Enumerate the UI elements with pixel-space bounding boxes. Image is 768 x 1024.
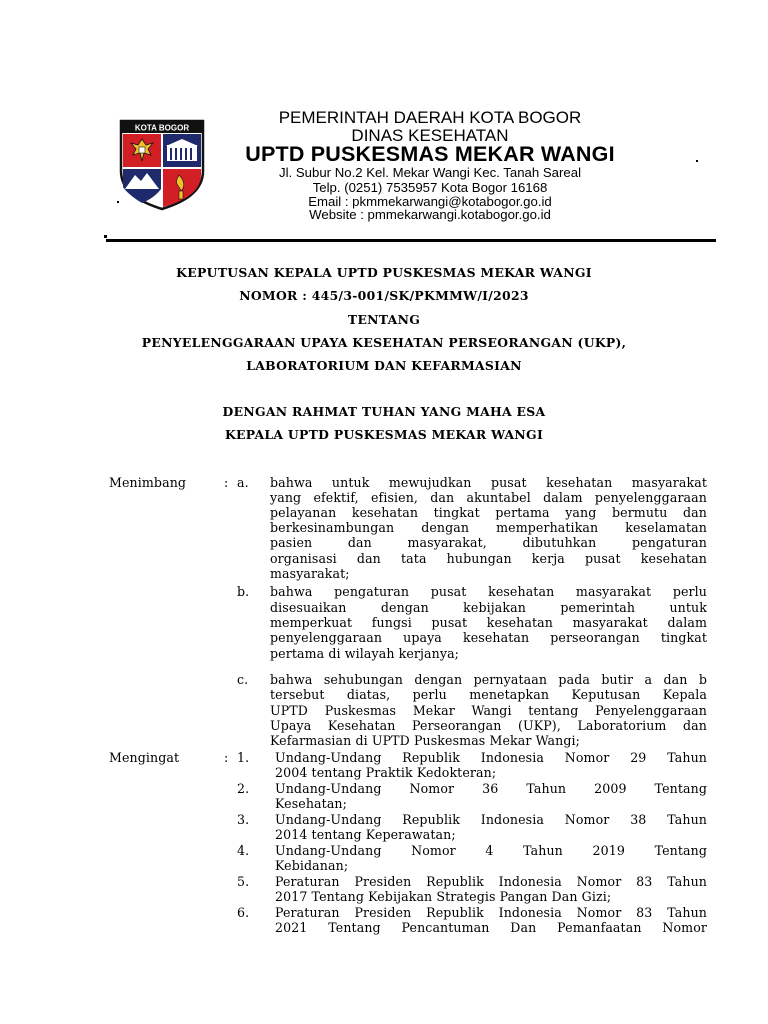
letterhead-address: Jl. Subur No.2 Kel. Mekar Wangi Kec. Tanah Sareal [279, 165, 581, 180]
letterhead-phone: Telp. (0251) 7535957 Kota Bogor 16168 [312, 180, 548, 195]
scan-speck [696, 160, 698, 162]
menimbang-label: Menimbang [109, 475, 187, 490]
mengingat-1-line: Undang-Undang Republik Indonesia Nomor 29 Tahun [275, 750, 707, 765]
menimbang-colon: : [224, 475, 229, 490]
letterhead-divider [106, 239, 716, 242]
mengingat-marker-6: 6. [237, 905, 250, 920]
decree-subject-line-1: PENYELENGGARAAN UPAYA KESEHATAN PERSEORANGAN (UKP), [141, 335, 627, 350]
decree-number: NOMOR : 445/3-001/SK/PKMMW/I/2023 [239, 288, 529, 303]
menimbang-a-line: berkesinambungan dengan memperhatikan keselamatan [270, 520, 707, 535]
mengingat-marker-5: 5. [237, 874, 250, 889]
mengingat-label: Mengingat [109, 750, 180, 765]
mengingat-3-line: Undang-Undang Republik Indonesia Nomor 38 Tahun [275, 812, 707, 827]
mengingat-marker-1: 1. [237, 750, 250, 765]
letterhead-email: Email : pkmmekarwangi@kotabogor.go.id [308, 194, 552, 209]
mengingat-2-line: Undang-Undang Nomor 36 Tahun 2009 Tentang [275, 781, 707, 796]
menimbang-c-line: bahwa sehubungan dengan pernyataan pada butir a dan b [270, 672, 707, 687]
menimbang-b-line: disesuaikan dengan kebijakan pemerintah untuk [270, 600, 707, 615]
menimbang-a-line: organisasi dan tata hubungan kerja pusat kesehatan [270, 551, 707, 566]
decree-tentang: TENTANG [347, 312, 421, 327]
decree-subject-line-2: LABORATORIUM DAN KEFARMASIAN [246, 358, 522, 373]
menimbang-c-line: tersebut diatas, perlu menetapkan Keputusan Kepala [270, 687, 707, 702]
scan-speck [104, 235, 107, 238]
mengingat-5-line: 2017 Tentang Kebijakan Strategis Pangan Dan Gizi; [275, 889, 612, 904]
mengingat-4-line: Kebidanan; [275, 858, 349, 873]
letterhead-institution: UPTD PUSKESMAS MEKAR WANGI [245, 142, 615, 166]
menimbang-b-line: pertama di wilayah kerjanya; [270, 646, 460, 661]
mengingat-2-line: Kesehatan; [275, 796, 347, 811]
menimbang-c-line: UPTD Puskesmas Mekar Wangi tentang Penyelenggaraan [270, 703, 707, 718]
mengingat-6-line: 2021 Tentang Pencantuman Dan Pemanfaatan Nomor [275, 920, 707, 935]
letterhead-department: DINAS KESEHATAN [351, 126, 509, 145]
decree-title: KEPUTUSAN KEPALA UPTD PUSKESMAS MEKAR WANGI [176, 265, 592, 280]
mengingat-1-line: 2004 tentang Praktik Kedokteran; [275, 765, 497, 780]
menimbang-c-line: Upaya Kesehatan Perseorangan (UKP), Laboratorium dan [270, 718, 707, 733]
menimbang-marker-b: b. [237, 584, 250, 599]
menimbang-a-line: pelayanan kesehatan tingkat pertama yang bermutu dan [270, 505, 707, 520]
decree-issuer: KEPALA UPTD PUSKESMAS MEKAR WANGI [224, 427, 544, 442]
svg-text:KOTA BOGOR: KOTA BOGOR [134, 123, 190, 133]
scan-speck [117, 201, 119, 203]
menimbang-b-line: bahwa pengaturan pusat kesehatan masyarakat perlu [270, 584, 707, 599]
menimbang-b-line: penyelenggaraan upaya kesehatan perseorangan tingkat [270, 630, 707, 645]
mengingat-6-line: Peraturan Presiden Republik Indonesia Nomor 83 Tahun [275, 905, 707, 920]
mengingat-marker-4: 4. [237, 843, 250, 858]
menimbang-b-line: memperkuat fungsi pusat kesehatan masyarakat dalam [270, 615, 707, 630]
mengingat-4-line: Undang-Undang Nomor 4 Tahun 2019 Tentang [275, 843, 707, 858]
mengingat-5-line: Peraturan Presiden Republik Indonesia Nomor 83 Tahun [275, 874, 707, 889]
letterhead-government: PEMERINTAH DAERAH KOTA BOGOR [278, 108, 582, 127]
menimbang-a-line: yang efektif, efisien, dan akuntabel dalam penyelenggaraan [270, 490, 707, 505]
mengingat-marker-2: 2. [237, 781, 250, 796]
menimbang-a-line: pasien dan masyarakat, dibutuhkan pengaturan [270, 535, 707, 550]
menimbang-marker-a: a. [237, 475, 249, 490]
menimbang-c-line: Kefarmasian di UPTD Puskesmas Mekar Wangi; [270, 733, 580, 748]
decree-invocation: DENGAN RAHMAT TUHAN YANG MAHA ESA [222, 404, 546, 419]
menimbang-a-line: masyarakat; [270, 566, 350, 581]
menimbang-a-line: bahwa untuk mewujudkan pusat kesehatan masyarakat [270, 475, 707, 490]
mengingat-marker-3: 3. [237, 812, 250, 827]
mengingat-3-line: 2014 tentang Keperawatan; [275, 827, 456, 842]
menimbang-marker-c: c. [237, 672, 249, 687]
mengingat-colon: : [224, 750, 229, 765]
letterhead-website: Website : pmmekarwangi.kotabogor.go.id [309, 207, 551, 222]
